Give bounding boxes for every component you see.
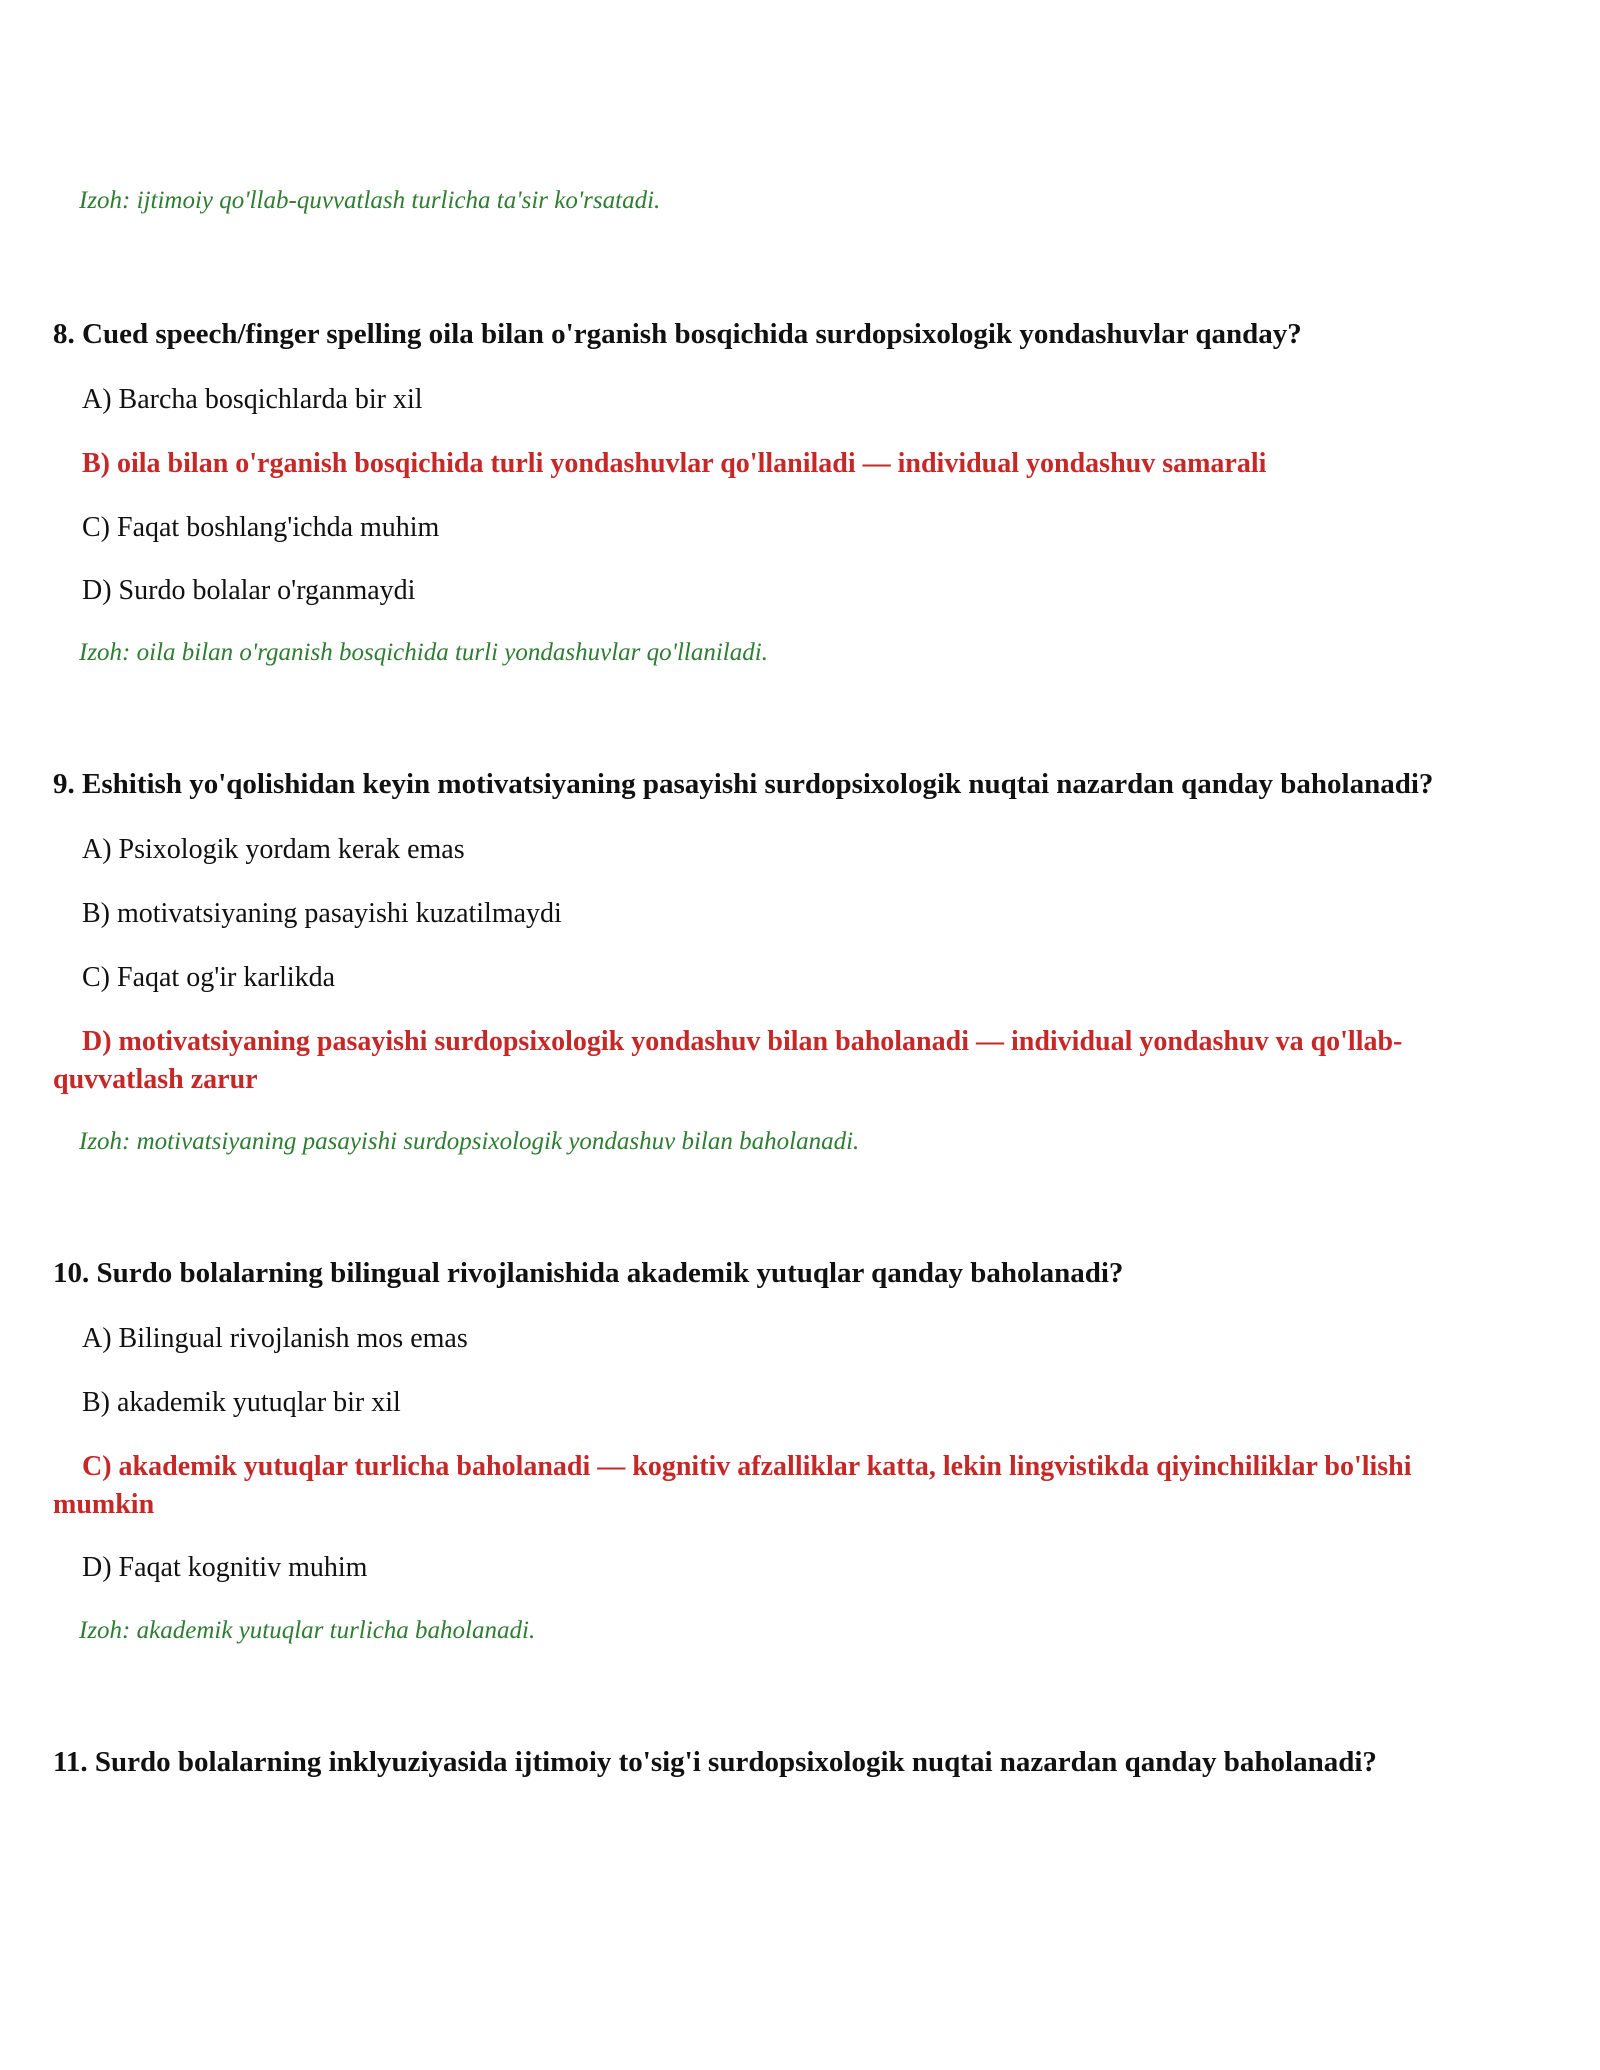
- answer-option-c[interactable]: C) Faqat og'ir karlikda: [82, 962, 336, 993]
- answer-option-d-correct[interactable]: D) motivatsiyaning pasayishi surdopsixologik yondashuv bilan baholanadi — individual yondashuv va qo'llab-quvvatlash zarur: [53, 1026, 1403, 1095]
- answer-option-c-correct[interactable]: C) akademik yutuqlar turlicha baholanadi — kognitiv afzalliklar katta, lekin lingvistikda qiyinchiliklar bo'lishi mumkin: [53, 1451, 1412, 1520]
- answer-option-a[interactable]: A) Psixologik yordam kerak emas: [82, 834, 465, 865]
- explanation-note: Izoh: oila bilan o'rganish bosqichida turli yondashuvlar qo'llaniladi.: [79, 639, 768, 666]
- explanation-note: Izoh: motivatsiyaning pasayishi surdopsixologik yondashuv bilan baholanadi.: [79, 1128, 860, 1155]
- question-title: 10. Surdo bolalarning bilingual rivojlanishida akademik yutuqlar qanday baholanadi?: [53, 1257, 1124, 1289]
- answer-option-b[interactable]: B) motivatsiyaning pasayishi kuzatilmaydi: [82, 898, 562, 929]
- question-title: 11. Surdo bolalarning inklyuziyasida ijtimoiy to'sig'i surdopsixologik nuqtai nazardan qanday baholanadi?: [53, 1746, 1377, 1778]
- answer-option-b-correct[interactable]: B) oila bilan o'rganish bosqichida turli yondashuvlar qo'llaniladi — individual yondashuv samarali: [82, 448, 1267, 479]
- answer-option-a[interactable]: A) Bilingual rivojlanish mos emas: [82, 1323, 468, 1354]
- answer-option-d[interactable]: D) Faqat kognitiv muhim: [82, 1552, 368, 1583]
- answer-option-a[interactable]: A) Barcha bosqichlarda bir xil: [82, 384, 423, 415]
- explanation-note: Izoh: akademik yutuqlar turlicha baholanadi.: [79, 1617, 536, 1644]
- question-title: 8. Cued speech/finger spelling oila bilan o'rganish bosqichida surdopsixologik yondashuvlar qanday?: [53, 318, 1302, 350]
- explanation-note: Izoh: ijtimoiy qo'llab-quvvatlash turlicha ta'sir ko'rsatadi.: [79, 187, 661, 214]
- answer-option-d[interactable]: D) Surdo bolalar o'rganmaydi: [82, 575, 416, 606]
- answer-option-b[interactable]: B) akademik yutuqlar bir xil: [82, 1387, 401, 1418]
- question-title: 9. Eshitish yo'qolishidan keyin motivatsiyaning pasayishi surdopsixologik nuqtai nazardan qanday baholanadi?: [53, 768, 1434, 800]
- answer-option-c[interactable]: C) Faqat boshlang'ichda muhim: [82, 512, 440, 543]
